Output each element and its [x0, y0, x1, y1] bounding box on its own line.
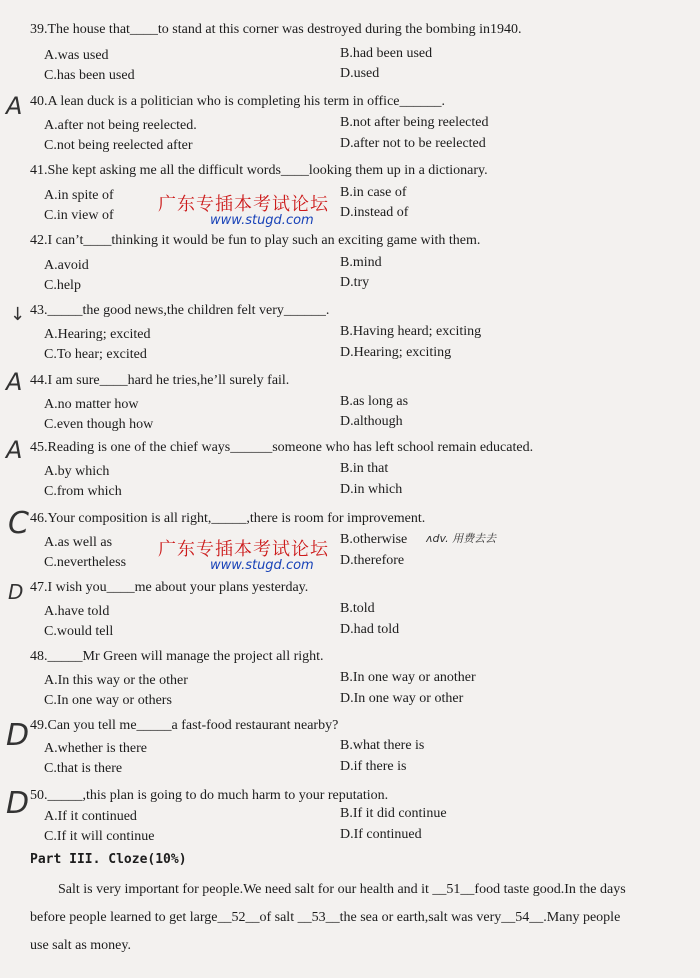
question-stem: 44.I am sure____hard he tries,he’ll surely fail. [30, 373, 290, 388]
option-d: D.try [340, 275, 370, 290]
option-c: C.not being reelected after [44, 138, 193, 153]
option-b: B.otherwise [340, 532, 408, 547]
watermark-text: 广东专插本考试论坛 [158, 194, 329, 215]
option-c: C.would tell [44, 624, 114, 639]
option-c: C.has been used [44, 68, 135, 83]
handwritten-mark: D [6, 786, 30, 821]
question-stem: 40.A lean duck is a politician who is completing his term in office______. [30, 94, 446, 109]
option-d: D.used [340, 66, 380, 81]
option-c: C.If it will continue [44, 829, 155, 844]
option-d: D.If continued [340, 827, 422, 842]
handwritten-mark: A [6, 92, 23, 120]
question-stem: 39.The house that____to stand at this corner was destroyed during the bombing in1940. [30, 22, 522, 37]
option-a: A.in spite of [44, 188, 114, 203]
option-d: D.therefore [340, 553, 405, 568]
option-a: A.If it continued [44, 809, 137, 824]
option-b: B.in case of [340, 185, 407, 200]
handwritten-mark: C [8, 506, 29, 541]
option-c: C.that is there [44, 761, 123, 776]
question-stem: 50._____,this plan is going to do much harm to your reputation. [30, 788, 389, 803]
option-a: A.In this way or the other [44, 673, 188, 688]
option-b: B.mind [340, 255, 382, 270]
option-d: D.after not to be reelected [340, 136, 486, 151]
option-b: B.as long as [340, 394, 409, 409]
question-stem: 49.Can you tell me_____a fast-food restaurant nearby? [30, 718, 339, 733]
handwritten-mark: ↓ [10, 304, 26, 325]
option-b: B.If it did continue [340, 806, 447, 821]
option-d: D.Hearing; exciting [340, 345, 452, 360]
option-c: C.nevertheless [44, 555, 127, 570]
option-c: C.in view of [44, 208, 114, 223]
handwritten-mark: A [6, 368, 23, 396]
option-b: B.told [340, 601, 375, 616]
option-d: D.In one way or other [340, 691, 464, 706]
section-title: Part III. Cloze(10%) [30, 852, 187, 867]
option-a: A.after not being reelected. [44, 118, 197, 133]
question-stem: 45.Reading is one of the chief ways______someone who has left school remain educated. [30, 440, 534, 455]
question-stem: 47.I wish you____me about your plans yesterday. [30, 580, 309, 595]
option-b: B.Having heard; exciting [340, 324, 482, 339]
option-a: A.as well as [44, 535, 113, 550]
handwritten-mark: A [6, 436, 23, 464]
question-stem: 48._____Mr Green will manage the project all right. [30, 649, 324, 664]
option-b: B.had been used [340, 46, 433, 61]
option-b: B.In one way or another [340, 670, 476, 685]
watermark-text: 广东专插本考试论坛 [158, 539, 329, 560]
question-stem: 41.She kept asking me all the difficult words____looking them up in a dictionary. [30, 163, 488, 178]
option-a: A.by which [44, 464, 110, 479]
option-c: C.from which [44, 484, 122, 499]
option-a: A.have told [44, 604, 110, 619]
question-stem: 43._____the good news,the children felt very______. [30, 303, 330, 318]
passage-line: before people learned to get large__52__of salt __53__the sea or earth,salt was very__54__.Many people [30, 910, 621, 925]
option-c: C.To hear; excited [44, 347, 147, 362]
question-stem: 42.I can’t____thinking it would be fun to play such an exciting game with them. [30, 233, 481, 248]
handwritten-note: ʌdv. 用费去去 [426, 532, 497, 545]
option-c: C.In one way or others [44, 693, 172, 708]
option-d: D.although [340, 414, 403, 429]
passage-line: Salt is very important for people.We need salt for our health and it __51__food taste good.In the days [58, 882, 626, 897]
watermark-url: www.stugd.com [210, 213, 314, 228]
option-a: A.no matter how [44, 397, 139, 412]
option-a: A.Hearing; excited [44, 327, 151, 342]
option-c: C.help [44, 278, 81, 293]
option-d: D.had told [340, 622, 400, 637]
option-d: D.in which [340, 482, 403, 497]
option-d: D.instead of [340, 205, 409, 220]
handwritten-mark: D [6, 718, 30, 753]
question-stem: 46.Your composition is all right,_____,there is room for improvement. [30, 511, 426, 526]
option-d: D.if there is [340, 759, 407, 774]
watermark-url: www.stugd.com [210, 558, 314, 573]
option-c: C.even though how [44, 417, 154, 432]
passage-line: use salt as money. [30, 938, 131, 953]
option-a: A.whether is there [44, 741, 148, 756]
option-a: A.was used [44, 48, 109, 63]
option-b: B.in that [340, 461, 389, 476]
option-b: B.what there is [340, 738, 425, 753]
cloze-passage [30, 876, 675, 960]
handwritten-mark: D [8, 580, 24, 604]
option-a: A.avoid [44, 258, 89, 273]
option-b: B.not after being reelected [340, 115, 489, 130]
